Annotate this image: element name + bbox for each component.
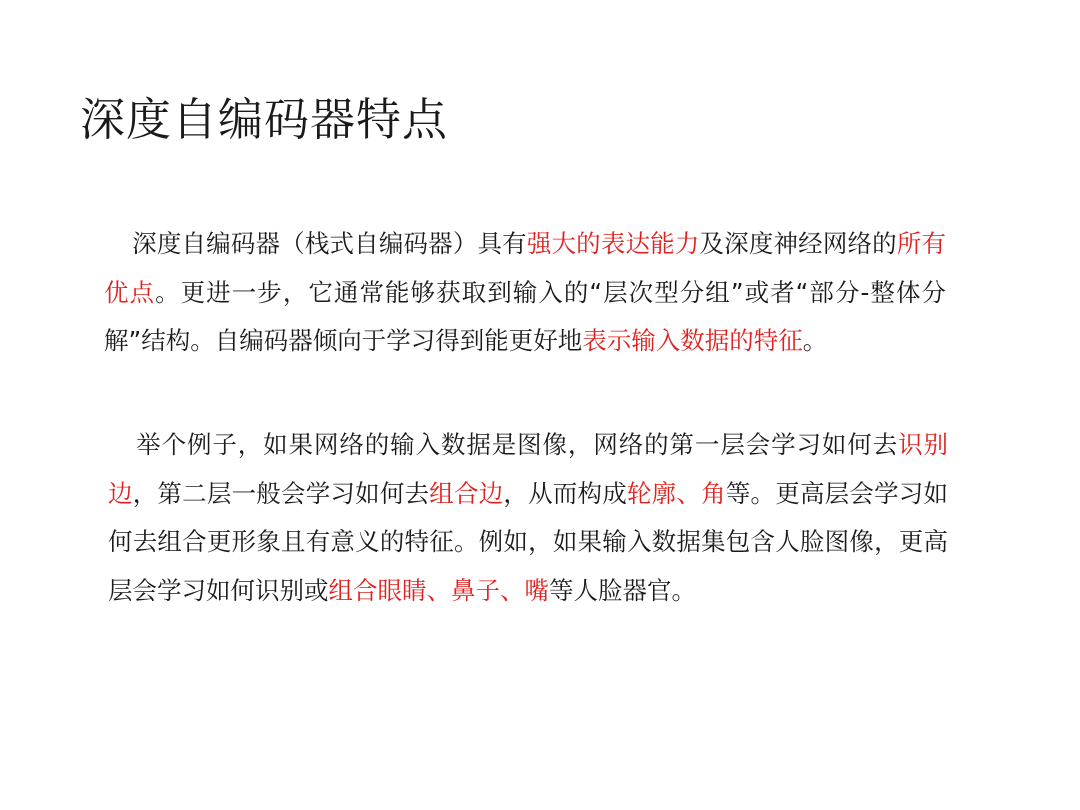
highlight-contours-corners: 轮廓、角 [626, 478, 726, 508]
slide-title: 深度自编码器特点 [80, 93, 449, 146]
text-segment: 。更进一步，它通常能够获取到输入的“层次型分组”或者“部分-整体分解”结构。自编码器倾向于学习得到能更好地 [104, 277, 946, 355]
paragraph-stacked-autoencoder [104, 220, 946, 366]
highlight-represent-input-features: 表示输入数据的特征 [582, 326, 803, 355]
text-segment: ，从而构成 [503, 478, 627, 508]
text-segment: 等人脸器官。 [549, 575, 696, 605]
highlight-facial-parts: 组合眼睛、鼻子、嘴 [328, 575, 549, 605]
highlight-detect-edges: 识别边 [108, 430, 949, 508]
paragraph-image-example [108, 421, 948, 615]
text-segment: 。 [802, 326, 828, 355]
highlight-expressive-power: 强大的表达能力 [526, 229, 700, 258]
highlight-combine-edges: 组合边 [429, 478, 504, 508]
text-segment: 举个例子，如果网络的输入数据是图像，网络的第一层会学习如何去 [136, 430, 899, 459]
highlight-all-advantages: 所有优点 [104, 229, 947, 307]
text-segment: 及深度神经网络的 [699, 229, 897, 258]
text-segment: 深度自编码器（栈式自编码器）具有 [132, 229, 527, 258]
text-segment: 等。更高层会学习如何去组合更形象且有意义的特征。例如，如果输入数据集包含人脸图像，更高层会学习如何识别或 [108, 478, 949, 605]
text-segment: ，第二层一般会学习如何去 [132, 478, 430, 508]
